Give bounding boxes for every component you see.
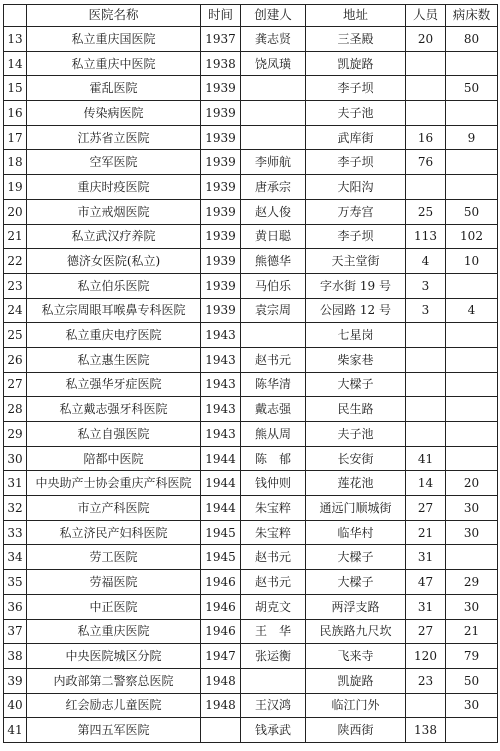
bed-count: 21 [446, 619, 498, 644]
row-number: 32 [4, 496, 27, 521]
hospital-name: 私立重庆国医院 [27, 27, 201, 52]
hospital-name: 私立济民产妇科医院 [27, 520, 201, 545]
hospital-name: 私立戴志强牙科医院 [27, 397, 201, 422]
founding-year: 1937 [201, 27, 241, 52]
bed-count [446, 718, 498, 743]
founding-year: 1946 [201, 619, 241, 644]
staff-count: 113 [406, 224, 446, 249]
address: 夫子池 [306, 422, 406, 447]
table-row [4, 323, 498, 348]
hospital-name: 市立戒烟医院 [27, 199, 201, 224]
table-row [4, 249, 498, 274]
staff-count: 27 [406, 619, 446, 644]
bed-count [446, 372, 498, 397]
header-name: 医院名称 [27, 5, 201, 27]
bed-count: 50 [446, 668, 498, 693]
bed-count: 30 [446, 594, 498, 619]
row-number: 39 [4, 668, 27, 693]
row-number: 24 [4, 298, 27, 323]
hospital-name: 私立伯乐医院 [27, 273, 201, 298]
founding-year: 1939 [201, 175, 241, 200]
row-number: 27 [4, 372, 27, 397]
founder [241, 323, 306, 348]
bed-count: 102 [446, 224, 498, 249]
table-row [4, 298, 498, 323]
header-address: 地址 [306, 5, 406, 27]
founder: 戴志强 [241, 397, 306, 422]
founder: 马伯乐 [241, 273, 306, 298]
founding-year: 1939 [201, 298, 241, 323]
row-number: 36 [4, 594, 27, 619]
founder: 熊从周 [241, 422, 306, 447]
hospital-table [3, 4, 498, 743]
founder [241, 125, 306, 150]
address: 凯旋路 [306, 51, 406, 76]
row-number: 29 [4, 422, 27, 447]
address: 凯旋路 [306, 668, 406, 693]
table-row [4, 718, 498, 743]
staff-count [406, 76, 446, 101]
founding-year: 1939 [201, 101, 241, 126]
founder [241, 668, 306, 693]
row-number: 37 [4, 619, 27, 644]
hospital-name: 私立重庆电疗医院 [27, 323, 201, 348]
table-row [4, 372, 498, 397]
row-number: 13 [4, 27, 27, 52]
founding-year: 1948 [201, 668, 241, 693]
hospital-name: 私立武汉疗养院 [27, 224, 201, 249]
staff-count: 20 [406, 27, 446, 52]
bed-count: 50 [446, 199, 498, 224]
founding-year: 1945 [201, 545, 241, 570]
row-number: 28 [4, 397, 27, 422]
hospital-name: 德济女医院(私立) [27, 249, 201, 274]
address: 陕西街 [306, 718, 406, 743]
address: 大樑子 [306, 372, 406, 397]
hospital-name: 传染病医院 [27, 101, 201, 126]
founding-year: 1939 [201, 76, 241, 101]
bed-count [446, 347, 498, 372]
founding-year: 1947 [201, 644, 241, 669]
founder [241, 76, 306, 101]
founder: 袁宗周 [241, 298, 306, 323]
header-number [4, 5, 27, 27]
hospital-name: 空军医院 [27, 150, 201, 175]
founding-year: 1943 [201, 372, 241, 397]
address: 临江门外 [306, 693, 406, 718]
hospital-name: 私立宗周眼耳喉鼻专科医院 [27, 298, 201, 323]
staff-count [406, 693, 446, 718]
founder: 朱宝粹 [241, 520, 306, 545]
address: 柴家巷 [306, 347, 406, 372]
address: 莲花池 [306, 471, 406, 496]
header-staff: 人员 [406, 5, 446, 27]
address: 万寿宫 [306, 199, 406, 224]
table-row [4, 273, 498, 298]
staff-count [406, 372, 446, 397]
staff-count: 3 [406, 298, 446, 323]
staff-count [406, 101, 446, 126]
bed-count: 30 [446, 520, 498, 545]
address: 李子坝 [306, 224, 406, 249]
table-row [4, 446, 498, 471]
hospital-name: 内政部第二警察总医院 [27, 668, 201, 693]
founding-year: 1938 [201, 51, 241, 76]
row-number: 34 [4, 545, 27, 570]
hospital-name: 劳工医院 [27, 545, 201, 570]
founder [241, 101, 306, 126]
address: 夫子池 [306, 101, 406, 126]
staff-count: 3 [406, 273, 446, 298]
bed-count: 4 [446, 298, 498, 323]
row-number: 35 [4, 570, 27, 595]
table-row [4, 668, 498, 693]
founder: 朱宝粹 [241, 496, 306, 521]
header-beds: 病床数 [446, 5, 498, 27]
row-number: 40 [4, 693, 27, 718]
row-number: 15 [4, 76, 27, 101]
header-year: 时间 [201, 5, 241, 27]
address: 字水街 19 号 [306, 273, 406, 298]
staff-count: 41 [406, 446, 446, 471]
founder: 钱仲则 [241, 471, 306, 496]
founding-year: 1943 [201, 397, 241, 422]
address: 武库街 [306, 125, 406, 150]
address: 大樑子 [306, 545, 406, 570]
staff-count: 16 [406, 125, 446, 150]
row-number: 23 [4, 273, 27, 298]
bed-count [446, 273, 498, 298]
address: 两浮支路 [306, 594, 406, 619]
address: 临华村 [306, 520, 406, 545]
staff-count [406, 51, 446, 76]
founding-year: 1943 [201, 347, 241, 372]
hospital-name: 私立惠生医院 [27, 347, 201, 372]
bed-count: 29 [446, 570, 498, 595]
address: 长安街 [306, 446, 406, 471]
row-number: 17 [4, 125, 27, 150]
hospital-name: 中正医院 [27, 594, 201, 619]
founder: 饶凤璜 [241, 51, 306, 76]
row-number: 33 [4, 520, 27, 545]
bed-count [446, 397, 498, 422]
table-row [4, 76, 498, 101]
address: 通远门顺城街 [306, 496, 406, 521]
staff-count: 47 [406, 570, 446, 595]
row-number: 22 [4, 249, 27, 274]
row-number: 18 [4, 150, 27, 175]
hospital-name: 私立强华牙症医院 [27, 372, 201, 397]
hospital-name: 中央助产士协会重庆产科医院 [27, 471, 201, 496]
founding-year: 1943 [201, 323, 241, 348]
founder: 赵人俊 [241, 199, 306, 224]
bed-count: 50 [446, 76, 498, 101]
staff-count [406, 397, 446, 422]
hospital-name: 霍乱医院 [27, 76, 201, 101]
bed-count [446, 101, 498, 126]
staff-count: 31 [406, 594, 446, 619]
staff-count: 76 [406, 150, 446, 175]
founder: 唐承宗 [241, 175, 306, 200]
bed-count [446, 51, 498, 76]
founder: 熊德华 [241, 249, 306, 274]
table-row [4, 619, 498, 644]
founder: 张运衡 [241, 644, 306, 669]
founding-year: 1939 [201, 249, 241, 274]
hospital-name: 劳福医院 [27, 570, 201, 595]
row-number: 25 [4, 323, 27, 348]
founding-year: 1939 [201, 125, 241, 150]
hospital-name: 江苏省立医院 [27, 125, 201, 150]
row-number: 31 [4, 471, 27, 496]
address: 公园路 12 号 [306, 298, 406, 323]
staff-count [406, 422, 446, 447]
table-body [4, 27, 498, 743]
table-row [4, 693, 498, 718]
bed-count: 80 [446, 27, 498, 52]
table-row [4, 347, 498, 372]
bed-count [446, 150, 498, 175]
hospital-name: 红会励志儿童医院 [27, 693, 201, 718]
founder: 李师航 [241, 150, 306, 175]
founding-year: 1944 [201, 496, 241, 521]
staff-count [406, 175, 446, 200]
hospital-name: 中央医院城区分院 [27, 644, 201, 669]
header-founder: 创建人 [241, 5, 306, 27]
table-row [4, 545, 498, 570]
table-header-row [4, 5, 498, 27]
bed-count [446, 323, 498, 348]
founding-year: 1943 [201, 422, 241, 447]
founder: 王汉鸿 [241, 693, 306, 718]
founder: 王 华 [241, 619, 306, 644]
address: 三圣殿 [306, 27, 406, 52]
address: 民生路 [306, 397, 406, 422]
address: 民族路九尺坎 [306, 619, 406, 644]
staff-count: 31 [406, 545, 446, 570]
founder: 赵书元 [241, 570, 306, 595]
hospital-name: 私立重庆中医院 [27, 51, 201, 76]
row-number: 14 [4, 51, 27, 76]
founding-year: 1946 [201, 594, 241, 619]
hospital-name: 私立自强医院 [27, 422, 201, 447]
staff-count: 138 [406, 718, 446, 743]
bed-count [446, 422, 498, 447]
bed-count: 10 [446, 249, 498, 274]
address: 李子坝 [306, 76, 406, 101]
table-row [4, 175, 498, 200]
address: 天主堂街 [306, 249, 406, 274]
founding-year: 1944 [201, 446, 241, 471]
bed-count: 20 [446, 471, 498, 496]
table-row [4, 199, 498, 224]
table-row [4, 397, 498, 422]
table-row [4, 51, 498, 76]
row-number: 16 [4, 101, 27, 126]
staff-count: 23 [406, 668, 446, 693]
staff-count [406, 323, 446, 348]
founder: 赵书元 [241, 545, 306, 570]
table-row [4, 496, 498, 521]
staff-count: 25 [406, 199, 446, 224]
staff-count: 4 [406, 249, 446, 274]
table-row [4, 150, 498, 175]
table-row [4, 422, 498, 447]
hospital-name: 私立重庆医院 [27, 619, 201, 644]
hospital-name: 重庆时疫医院 [27, 175, 201, 200]
founding-year: 1939 [201, 150, 241, 175]
founder: 陈华清 [241, 372, 306, 397]
founding-year: 1946 [201, 570, 241, 595]
founder: 龚志贤 [241, 27, 306, 52]
founding-year: 1948 [201, 693, 241, 718]
founding-year: 1945 [201, 520, 241, 545]
table-row [4, 594, 498, 619]
table-row [4, 644, 498, 669]
table-row [4, 27, 498, 52]
founder: 赵书元 [241, 347, 306, 372]
hospital-name: 陪都中医院 [27, 446, 201, 471]
founder: 陈 郁 [241, 446, 306, 471]
founding-year [201, 718, 241, 743]
row-number: 41 [4, 718, 27, 743]
row-number: 26 [4, 347, 27, 372]
row-number: 38 [4, 644, 27, 669]
staff-count: 27 [406, 496, 446, 521]
founding-year: 1939 [201, 199, 241, 224]
table-row [4, 224, 498, 249]
bed-count [446, 545, 498, 570]
address: 李子坝 [306, 150, 406, 175]
hospital-name: 市立产科医院 [27, 496, 201, 521]
address: 飞来寺 [306, 644, 406, 669]
table-row [4, 520, 498, 545]
table-row [4, 101, 498, 126]
staff-count: 14 [406, 471, 446, 496]
founder: 胡克文 [241, 594, 306, 619]
staff-count: 120 [406, 644, 446, 669]
staff-count [406, 347, 446, 372]
table-row [4, 125, 498, 150]
bed-count: 9 [446, 125, 498, 150]
address: 大樑子 [306, 570, 406, 595]
bed-count: 79 [446, 644, 498, 669]
hospital-name: 第四五军医院 [27, 718, 201, 743]
bed-count [446, 175, 498, 200]
bed-count: 30 [446, 496, 498, 521]
address: 大阳沟 [306, 175, 406, 200]
founding-year: 1944 [201, 471, 241, 496]
bed-count: 30 [446, 693, 498, 718]
staff-count: 21 [406, 520, 446, 545]
founder: 钱承武 [241, 718, 306, 743]
founding-year: 1939 [201, 273, 241, 298]
founding-year: 1939 [201, 224, 241, 249]
row-number: 20 [4, 199, 27, 224]
bed-count [446, 446, 498, 471]
row-number: 30 [4, 446, 27, 471]
table-row [4, 471, 498, 496]
table-row [4, 570, 498, 595]
founder: 黄日聪 [241, 224, 306, 249]
row-number: 19 [4, 175, 27, 200]
address: 七星岗 [306, 323, 406, 348]
row-number: 21 [4, 224, 27, 249]
